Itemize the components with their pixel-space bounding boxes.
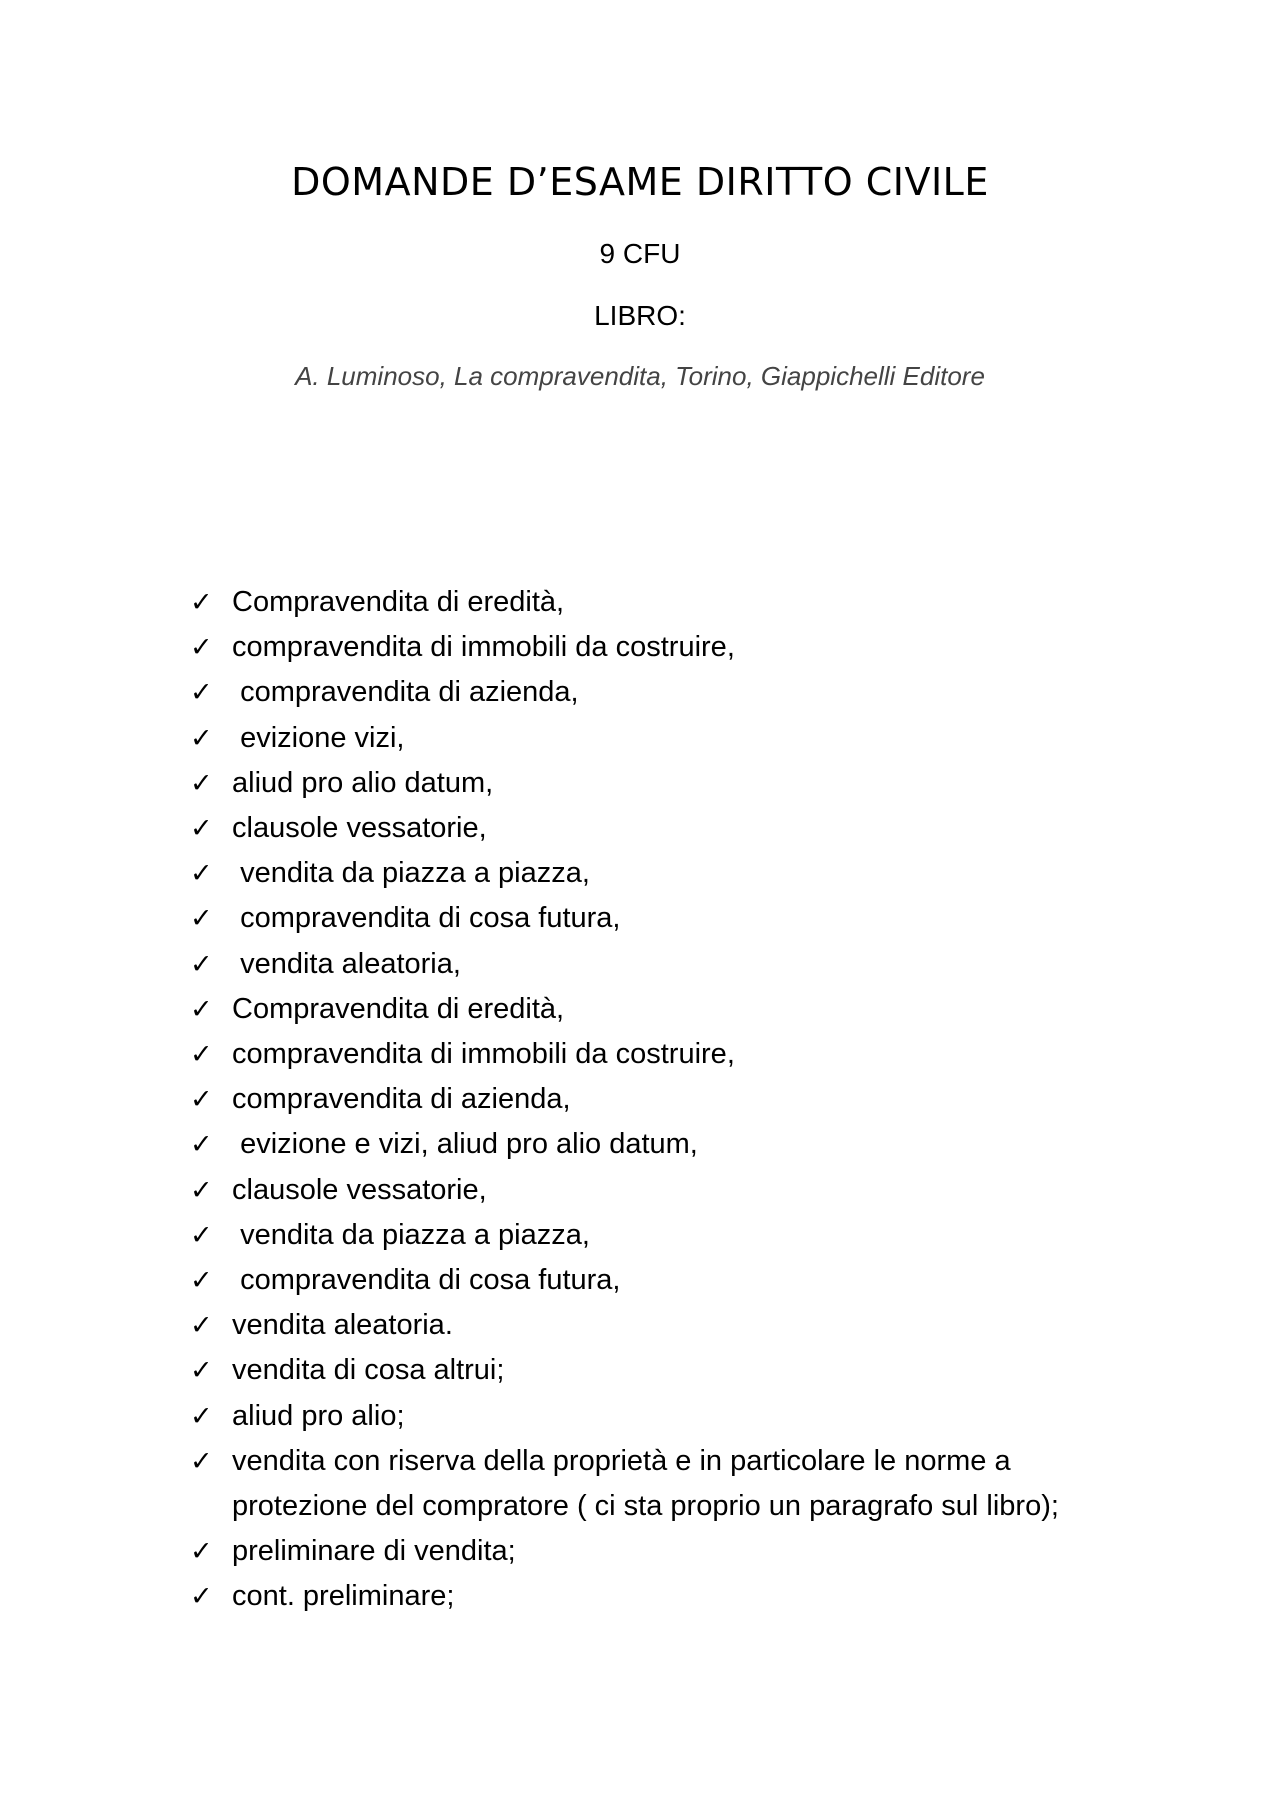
checkmark-icon: ✓	[190, 587, 213, 618]
checkmark-icon: ✓	[190, 1355, 213, 1387]
question-text: vendita con riserva della proprietà e in particolare le norme a protezione del compratore ( ci sta proprio un paragrafo sul libro);	[232, 1444, 1059, 1523]
checkmark-icon: ✓	[190, 767, 213, 799]
credits-label: 9 CFU	[599, 238, 681, 269]
list-item	[190, 1439, 1110, 1529]
list-item	[190, 1303, 1110, 1348]
question-text: cont. preliminare;	[232, 1580, 455, 1613]
checkmark-icon: ✓	[190, 1265, 213, 1297]
checkmark-icon: ✓	[190, 1129, 213, 1161]
question-text: clausole vessatorie,	[232, 1173, 487, 1206]
question-text: preliminare di vendita;	[232, 1535, 516, 1568]
list-item	[190, 987, 1110, 1032]
exam-question-list	[190, 580, 1110, 1620]
question-text: vendita aleatoria,	[232, 947, 461, 980]
list-item	[190, 1168, 1110, 1213]
list-item	[190, 625, 1110, 670]
book-label: LIBRO:	[594, 300, 686, 331]
question-text: clausole vessatorie,	[232, 812, 487, 845]
checkmark-icon: ✓	[190, 948, 213, 980]
checkmark-icon: ✓	[190, 993, 213, 1025]
checkmark-icon: ✓	[190, 1445, 213, 1477]
question-text: compravendita di immobili da costruire,	[232, 1038, 735, 1071]
document-title: DOMANDE D’ESAME DIRITTO CIVILE	[291, 160, 989, 204]
question-text: Compravendita di eredità,	[232, 992, 565, 1025]
checkmark-icon: ✓	[190, 858, 213, 890]
checkmark-icon: ✓	[190, 813, 213, 845]
question-text: aliud pro alio;	[232, 1399, 405, 1432]
list-item	[190, 761, 1110, 806]
checkmark-icon: ✓	[190, 632, 213, 664]
list-item	[190, 1529, 1110, 1574]
list-item	[190, 851, 1110, 896]
list-item	[190, 942, 1110, 987]
list-item	[190, 1077, 1110, 1122]
list-item	[190, 1032, 1110, 1077]
checkmark-icon: ✓	[190, 1536, 213, 1568]
question-text: compravendita di immobili da costruire,	[232, 631, 735, 664]
checkmark-icon: ✓	[190, 677, 213, 709]
checkmark-icon: ✓	[190, 1400, 213, 1432]
list-item	[190, 896, 1110, 941]
question-text: Compravendita di eredità,	[232, 586, 565, 618]
question-text: vendita da piazza a piazza,	[232, 1218, 590, 1251]
list-item	[190, 1574, 1110, 1619]
list-item	[190, 1213, 1110, 1258]
list-item	[190, 716, 1110, 761]
question-text: vendita aleatoria.	[232, 1309, 453, 1342]
question-text: aliud pro alio datum,	[232, 766, 494, 799]
question-text: evizione vizi,	[232, 721, 405, 754]
question-text: evizione e vizi, aliud pro alio datum,	[232, 1128, 698, 1161]
checkmark-icon: ✓	[190, 1039, 213, 1071]
list-item	[190, 1394, 1110, 1439]
checkmark-icon: ✓	[190, 1581, 213, 1613]
checkmark-icon: ✓	[190, 722, 213, 754]
question-text: compravendita di cosa futura,	[232, 1264, 621, 1297]
list-item	[190, 670, 1110, 715]
list-item	[190, 1348, 1110, 1393]
list-item	[190, 806, 1110, 851]
checkmark-icon: ✓	[190, 1219, 213, 1251]
checkmark-icon: ✓	[190, 1174, 213, 1206]
question-text: compravendita di cosa futura,	[232, 902, 621, 935]
question-text: compravendita di azienda,	[232, 1083, 571, 1116]
list-item	[190, 1258, 1110, 1303]
checkmark-icon: ✓	[190, 903, 213, 935]
checkmark-icon: ✓	[190, 1310, 213, 1342]
book-reference: A. Luminoso, La compravendita, Torino, Giappichelli Editore	[295, 361, 985, 391]
list-item	[190, 1122, 1110, 1167]
question-text: vendita di cosa altrui;	[232, 1354, 505, 1387]
question-text: compravendita di azienda,	[232, 676, 579, 709]
question-text: vendita da piazza a piazza,	[232, 857, 590, 890]
list-item	[190, 580, 1110, 625]
checkmark-icon: ✓	[190, 1084, 213, 1116]
